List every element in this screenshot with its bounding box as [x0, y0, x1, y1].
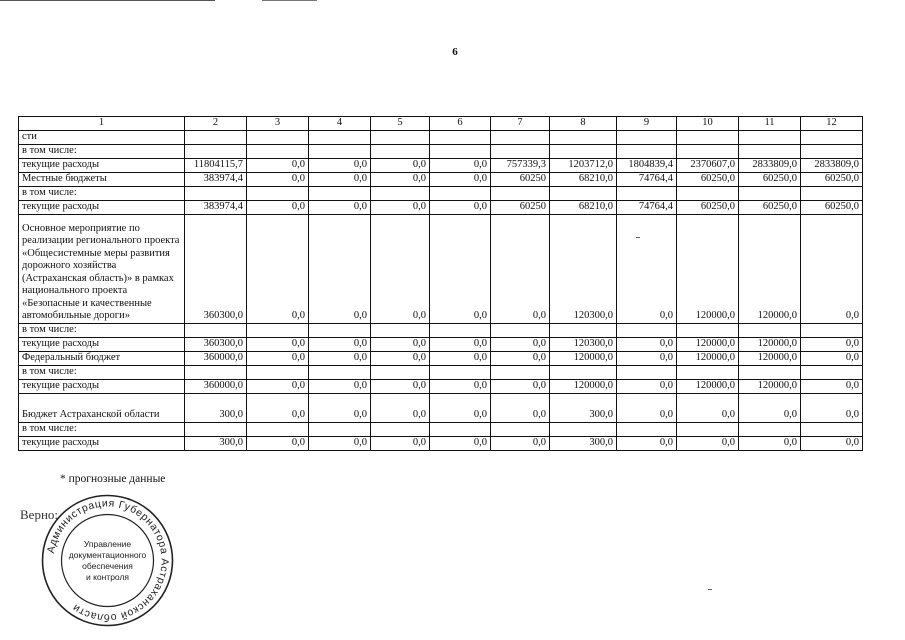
value-cell: 0,0: [491, 436, 550, 450]
scan-speck: [636, 237, 640, 238]
scan-edge-line: [0, 0, 215, 1]
stamp-center-line: Управление: [83, 539, 132, 549]
value-cell: [371, 186, 430, 200]
stamp-center-text: [69, 539, 147, 582]
value-cell: [677, 186, 739, 200]
value-cell: [371, 365, 430, 379]
value-cell: [739, 130, 801, 144]
value-cell: 0,0: [617, 214, 677, 323]
value-cell: [491, 130, 550, 144]
table-row: [19, 337, 863, 351]
value-cell: 60250: [491, 172, 550, 186]
value-cell: 60250,0: [677, 172, 739, 186]
table-row: [19, 186, 863, 200]
value-cell: 60250: [491, 200, 550, 214]
value-cell: 60250,0: [739, 172, 801, 186]
column-number-cell: 9: [617, 117, 677, 131]
value-cell: 0,0: [617, 337, 677, 351]
value-cell: [491, 365, 550, 379]
column-number-cell: 1: [19, 117, 185, 131]
value-cell: 11804115,7: [185, 158, 247, 172]
value-cell: 300,0: [550, 393, 617, 422]
value-cell: 60250,0: [677, 200, 739, 214]
value-cell: [801, 130, 863, 144]
value-cell: [550, 365, 617, 379]
value-cell: 2833809,0: [739, 158, 801, 172]
value-cell: 0,0: [309, 158, 371, 172]
value-cell: 0,0: [739, 393, 801, 422]
value-cell: 60250,0: [801, 172, 863, 186]
value-cell: [185, 365, 247, 379]
value-cell: [309, 144, 371, 158]
value-cell: [739, 144, 801, 158]
value-cell: 74764,4: [617, 200, 677, 214]
value-cell: [617, 365, 677, 379]
value-cell: 0,0: [801, 351, 863, 365]
value-cell: [430, 186, 491, 200]
value-cell: [371, 130, 430, 144]
table-row: [19, 158, 863, 172]
value-cell: 0,0: [430, 351, 491, 365]
value-cell: [185, 323, 247, 337]
value-cell: [491, 422, 550, 436]
value-cell: [185, 186, 247, 200]
value-cell: 0,0: [617, 393, 677, 422]
value-cell: 360300,0: [185, 337, 247, 351]
column-number-cell: 12: [801, 117, 863, 131]
value-cell: [801, 365, 863, 379]
value-cell: 120000,0: [677, 379, 739, 393]
value-cell: [185, 144, 247, 158]
value-cell: [371, 144, 430, 158]
value-cell: [550, 130, 617, 144]
value-cell: 120000,0: [677, 214, 739, 323]
value-cell: 0,0: [430, 158, 491, 172]
row-label-cell: в том числе:: [19, 144, 185, 158]
value-cell: 120000,0: [677, 351, 739, 365]
value-cell: [550, 186, 617, 200]
value-cell: [677, 365, 739, 379]
stamp-ring-text: Администрация Губернатора Астраханской области: [44, 497, 171, 624]
value-cell: 0,0: [491, 214, 550, 323]
value-cell: 120000,0: [739, 214, 801, 323]
value-cell: 0,0: [371, 393, 430, 422]
value-cell: 0,0: [247, 436, 309, 450]
value-cell: 0,0: [801, 337, 863, 351]
value-cell: [309, 323, 371, 337]
value-cell: 0,0: [247, 158, 309, 172]
value-cell: [617, 144, 677, 158]
value-cell: [371, 422, 430, 436]
row-label-cell: текущие расходы: [19, 200, 185, 214]
value-cell: 300,0: [185, 436, 247, 450]
value-cell: [430, 144, 491, 158]
value-cell: 120000,0: [550, 379, 617, 393]
value-cell: 757339,3: [491, 158, 550, 172]
value-cell: [677, 144, 739, 158]
table-row: [19, 200, 863, 214]
row-label-cell: Бюджет Астраханской области: [19, 393, 185, 422]
value-cell: 0,0: [247, 214, 309, 323]
value-cell: 0,0: [371, 351, 430, 365]
budget-table: [18, 116, 863, 451]
column-number-cell: 6: [430, 117, 491, 131]
table-row: [19, 393, 863, 422]
value-cell: 383974,4: [185, 172, 247, 186]
value-cell: 0,0: [430, 393, 491, 422]
column-number-cell: 8: [550, 117, 617, 131]
value-cell: [677, 422, 739, 436]
row-label-cell: Местные бюджеты: [19, 172, 185, 186]
table-row: [19, 172, 863, 186]
value-cell: [247, 130, 309, 144]
value-cell: 0,0: [801, 393, 863, 422]
value-cell: 0,0: [309, 337, 371, 351]
stamp-center-line: обеспечения: [82, 561, 133, 571]
value-cell: 120000,0: [739, 351, 801, 365]
value-cell: 0,0: [309, 172, 371, 186]
row-label-cell: текущие расходы: [19, 337, 185, 351]
value-cell: 0,0: [371, 200, 430, 214]
value-cell: [185, 130, 247, 144]
value-cell: 120000,0: [677, 337, 739, 351]
value-cell: 0,0: [371, 379, 430, 393]
value-cell: [739, 323, 801, 337]
value-cell: 0,0: [371, 158, 430, 172]
value-cell: 0,0: [739, 436, 801, 450]
row-label-cell: в том числе:: [19, 186, 185, 200]
value-cell: 0,0: [430, 379, 491, 393]
value-cell: 68210,0: [550, 200, 617, 214]
value-cell: 120000,0: [739, 379, 801, 393]
value-cell: [801, 186, 863, 200]
column-number-cell: 5: [371, 117, 430, 131]
value-cell: [430, 323, 491, 337]
value-cell: 2833809,0: [801, 158, 863, 172]
column-number-cell: 3: [247, 117, 309, 131]
value-cell: [247, 186, 309, 200]
value-cell: 0,0: [247, 200, 309, 214]
value-cell: 0,0: [491, 351, 550, 365]
column-number-cell: 4: [309, 117, 371, 131]
table-row: [19, 144, 863, 158]
value-cell: 360000,0: [185, 379, 247, 393]
value-cell: 0,0: [430, 200, 491, 214]
value-cell: 0,0: [247, 337, 309, 351]
value-cell: 0,0: [617, 379, 677, 393]
official-stamp: [40, 493, 175, 628]
value-cell: 1804839,4: [617, 158, 677, 172]
value-cell: [371, 323, 430, 337]
table-header-row: [19, 117, 863, 131]
value-cell: 0,0: [491, 393, 550, 422]
value-cell: 120000,0: [739, 337, 801, 351]
value-cell: [491, 323, 550, 337]
value-cell: [491, 186, 550, 200]
value-cell: [739, 365, 801, 379]
value-cell: 0,0: [371, 214, 430, 323]
value-cell: 0,0: [801, 379, 863, 393]
budget-table-container: [18, 116, 863, 451]
value-cell: 0,0: [309, 379, 371, 393]
stamp-center-line: документационного: [68, 550, 147, 560]
value-cell: 0,0: [309, 436, 371, 450]
value-cell: 360000,0: [185, 351, 247, 365]
value-cell: [430, 365, 491, 379]
value-cell: [801, 422, 863, 436]
value-cell: 0,0: [247, 351, 309, 365]
value-cell: [617, 130, 677, 144]
stamp-center-line: и контроля: [85, 572, 130, 582]
value-cell: [491, 144, 550, 158]
row-label-cell: текущие расходы: [19, 436, 185, 450]
value-cell: [550, 144, 617, 158]
value-cell: 0,0: [371, 337, 430, 351]
value-cell: 0,0: [801, 214, 863, 323]
table-row: [19, 436, 863, 450]
row-label-cell: текущие расходы: [19, 379, 185, 393]
value-cell: 120300,0: [550, 337, 617, 351]
value-cell: 74764,4: [617, 172, 677, 186]
row-label-cell: Федеральный бюджет: [19, 351, 185, 365]
value-cell: 0,0: [430, 337, 491, 351]
value-cell: [677, 323, 739, 337]
value-cell: 1203712,0: [550, 158, 617, 172]
value-cell: [309, 186, 371, 200]
value-cell: [677, 130, 739, 144]
value-cell: [185, 422, 247, 436]
value-cell: 0,0: [801, 436, 863, 450]
value-cell: [309, 365, 371, 379]
value-cell: [430, 422, 491, 436]
row-label-cell: в том числе:: [19, 422, 185, 436]
value-cell: 0,0: [617, 351, 677, 365]
row-label-cell: сти: [19, 130, 185, 144]
value-cell: 300,0: [550, 436, 617, 450]
value-cell: [550, 422, 617, 436]
value-cell: [247, 365, 309, 379]
value-cell: 0,0: [309, 351, 371, 365]
row-label-cell: Основное мероприятие по реализации регионального проекта «Общесистемные меры развития дорожного хозяйства (Астраханская область)» в рамках национального проекта «Безопасные и качественные автомобильные дороги»: [19, 214, 185, 323]
value-cell: 0,0: [677, 436, 739, 450]
row-label-cell: в том числе:: [19, 365, 185, 379]
value-cell: 60250,0: [801, 200, 863, 214]
value-cell: [801, 144, 863, 158]
value-cell: [550, 323, 617, 337]
column-number-cell: 11: [739, 117, 801, 131]
value-cell: [617, 186, 677, 200]
row-label-cell: в том числе:: [19, 323, 185, 337]
value-cell: [430, 130, 491, 144]
value-cell: 120000,0: [550, 351, 617, 365]
value-cell: 60250,0: [739, 200, 801, 214]
value-cell: [309, 130, 371, 144]
value-cell: [739, 422, 801, 436]
value-cell: 0,0: [247, 379, 309, 393]
forecast-footnote: * прогнозные данные: [60, 473, 166, 485]
value-cell: 0,0: [430, 172, 491, 186]
value-cell: 0,0: [677, 393, 739, 422]
scan-speck: [708, 589, 712, 590]
value-cell: 0,0: [617, 436, 677, 450]
value-cell: 0,0: [491, 379, 550, 393]
value-cell: 0,0: [371, 172, 430, 186]
table-row: [19, 323, 863, 337]
value-cell: [617, 422, 677, 436]
value-cell: 383974,4: [185, 200, 247, 214]
value-cell: 68210,0: [550, 172, 617, 186]
value-cell: [617, 323, 677, 337]
value-cell: [247, 422, 309, 436]
column-number-cell: 10: [677, 117, 739, 131]
value-cell: 2370607,0: [677, 158, 739, 172]
value-cell: 0,0: [309, 393, 371, 422]
row-label-cell: текущие расходы: [19, 158, 185, 172]
value-cell: 360300,0: [185, 214, 247, 323]
page-number: 6: [452, 46, 458, 58]
value-cell: [247, 144, 309, 158]
table-row: [19, 379, 863, 393]
value-cell: 0,0: [491, 337, 550, 351]
table-row: [19, 130, 863, 144]
table-row: [19, 351, 863, 365]
value-cell: 0,0: [371, 436, 430, 450]
table-row: [19, 422, 863, 436]
value-cell: 0,0: [430, 214, 491, 323]
value-cell: 0,0: [247, 393, 309, 422]
value-cell: 300,0: [185, 393, 247, 422]
value-cell: 0,0: [309, 214, 371, 323]
value-cell: [801, 323, 863, 337]
value-cell: [247, 323, 309, 337]
column-number-cell: 2: [185, 117, 247, 131]
value-cell: 0,0: [247, 172, 309, 186]
value-cell: [739, 186, 801, 200]
value-cell: 120300,0: [550, 214, 617, 323]
scan-edge-line: [262, 0, 317, 1]
certification-label: Верно:: [20, 507, 59, 522]
value-cell: [309, 422, 371, 436]
value-cell: 0,0: [430, 436, 491, 450]
value-cell: 0,0: [309, 200, 371, 214]
table-row: [19, 365, 863, 379]
table-row: [19, 214, 863, 323]
column-number-cell: 7: [491, 117, 550, 131]
